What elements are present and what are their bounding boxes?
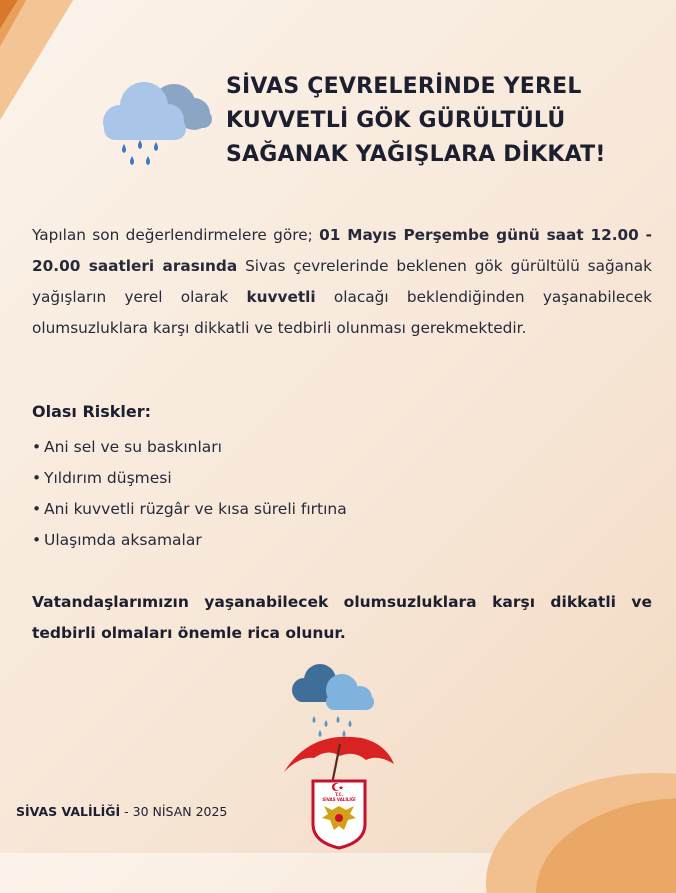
title-line: KUVVETLİ GÖK GÜRÜLTÜLÜ: [226, 108, 566, 133]
intro-bold-datetime: 01 Mayıs Perşembe günü saat 12.00 - 20.00 saatleri arasında: [32, 226, 652, 275]
page-title: [226, 70, 656, 172]
risk-text: Ani sel ve su baskınları: [44, 438, 222, 456]
intro-text: olacağı beklendiğinden yaşanabilecek olumsuzluklara karşı dikkatli ve tedbirli olunması gerekmektedir.: [32, 288, 652, 337]
decorative-corner-bottom-right: [466, 733, 676, 893]
rain-cloud-icon: [96, 72, 218, 172]
bullet: •: [32, 469, 42, 487]
risk-text: Ulaşımda aksamalar: [44, 531, 202, 549]
footer: [16, 804, 227, 819]
intro-bold-strong: kuvvetli: [246, 288, 316, 306]
list-item: [32, 463, 347, 494]
list-item: [32, 494, 347, 525]
seal-line2: SİVAS VALİLİĞİ: [322, 797, 356, 802]
title-line: SAĞANAK YAĞIŞLARA DİKKAT!: [226, 142, 606, 167]
bullet: •: [32, 531, 42, 549]
risks-title: Olası Riskler:: [32, 402, 152, 421]
intro-text: Yapılan son değerlendirmelere göre;: [32, 226, 320, 244]
title-line: SİVAS ÇEVRELERİNDE YEREL: [226, 74, 582, 99]
footer-org: SİVAS VALİLİĞİ: [16, 804, 121, 819]
bullet: •: [32, 500, 42, 518]
list-item: [32, 525, 347, 556]
intro-paragraph: [32, 220, 652, 344]
risks-list: [32, 432, 347, 556]
umbrella-rain-icon: [270, 660, 400, 790]
risk-text: Ani kuvvetli rüzgâr ve kısa süreli fırtına: [44, 500, 347, 518]
risk-text: Yıldırım düşmesi: [44, 469, 172, 487]
footer-date: - 30 NİSAN 2025: [120, 804, 228, 819]
bullet: •: [32, 438, 42, 456]
closing-statement: Vatandaşlarımızın yaşanabilecek olumsuzluklara karşı dikkatli ve tedbirli olmaları önemle rica olunur.: [32, 593, 652, 642]
intro-text: Sivas çevrelerinde beklenen gök gürültülü sağanak yağışların yerel olarak: [32, 257, 652, 306]
sivas-governorship-seal-icon: [310, 778, 368, 850]
seal-line1: T.C.: [334, 792, 344, 797]
header: [0, 62, 676, 182]
list-item: [32, 432, 347, 463]
